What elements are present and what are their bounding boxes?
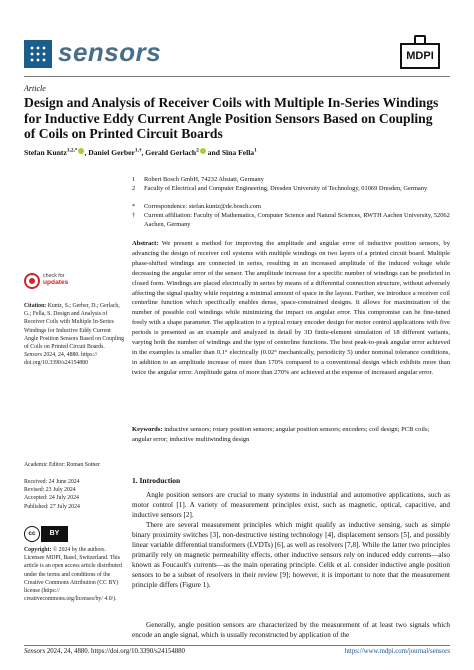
keywords-label: Keywords:	[132, 426, 163, 433]
intro-paragraph-2: There are several measurement principles which might qualify as inductive sensing, such as simple binary proximity switches [3], non-destructive testing technology [4], displacement sensors [5], and possibly linear variable differential transformers (LVDTs) [6], as well as resolvers [7,8]. While the latter two principles primarily rely on magnetic permeability effects, other inductive sensors rely on induced eddy currents—also known as Foucault's currents—as the main operating principle. Celik et al. consider inductive angle position sensors to be a subset of resolvers in their review [9]; however, it is important to note that the measurement principle differs (Figure 1).	[132, 521, 450, 589]
article-title: Design and Analysis of Receiver Coils with Multiple In-Series Windings for Inductive Eddy Current Angle Position Sensors Based on Coupling of Coils on Printed Circuit Boards	[24, 95, 439, 141]
check-updates-icon	[24, 273, 40, 289]
author-name[interactable]: Stefan Kuntz	[24, 148, 67, 157]
footer-citation: Sensors 2024, 24, 4880. https://doi.org/10.3390/s24154880	[24, 648, 185, 655]
citation-block: Citation: Kuntz, S.; Gerber, D.; Gerlach, G.; Fella, S. Design and Analysis of Receiver Coils with Multiple In-Series Windings for Inductive Eddy Current Angle Position Sensors Based on Coupling of Coils on Printed Circuit Boards. Sensors 2024, 24, 4880. https:// doi.org/10.3390/s24154880	[24, 303, 124, 367]
header-rule	[24, 76, 450, 77]
journal-logo-icon	[24, 40, 52, 68]
keywords-text: inductive sensors; rotary position sensors; angular position sensors; encoders; coil design; PCB coils; angular error; inductive multiwinding design	[132, 426, 430, 443]
orcid-icon[interactable]	[78, 148, 84, 154]
check-for-updates-badge[interactable]: check for updates	[24, 271, 74, 293]
dates-block: Received: 24 June 2024 Revised: 23 July 2024 Accepted: 24 July 2024 Published: 27 July 2024	[24, 479, 80, 510]
mdpi-logo[interactable]: MDPI	[400, 43, 440, 69]
author-name[interactable]: Gerald Gerlach	[145, 148, 197, 157]
academic-editor: Academic Editor: Roman Sotner	[24, 462, 100, 468]
journal-name[interactable]: sensors	[58, 37, 162, 67]
section-heading: 1. Introduction	[132, 476, 181, 485]
intro-paragraph-3: Generally, angle position sensors are characterized by the measurement of at least two signals which encode an angle signal, which is usually reconstructed by application of the	[132, 621, 450, 639]
abstract-label: Abstract:	[132, 240, 159, 247]
keywords	[132, 425, 450, 445]
intro-paragraph-1: Angle position sensors are crucial to many systems in industrial and automotive applications, such as motor control [1]. A variety of measurement principles exist, such as magnetic, optical, capacitive, and inductive sensors [2].	[132, 491, 450, 519]
footer-journal-link[interactable]: https://www.mdpi.com/journal/sensors	[344, 648, 450, 655]
abstract	[132, 239, 450, 378]
footer-rule	[24, 645, 450, 646]
cc-by-license-icon[interactable]: cc BY	[24, 526, 68, 542]
author-list: Stefan Kuntz$^{1,2,*}$ , Daniel Gerber$^{1,\dagger}$, Gerald Gerlach$^2$ and Sina Fella$^1$	[24, 147, 257, 157]
author-name[interactable]: Sina Fella	[221, 148, 255, 157]
article-type: Article	[24, 84, 46, 93]
orcid-icon[interactable]	[200, 148, 206, 154]
author-name[interactable]: Daniel Gerber	[88, 148, 135, 157]
abstract-text: We present a method for improving the amplitude and angular error of inductive position sensors, by advancing the design of receiver coil systems with multiple windings on two layers of a printed circuit board. Multiple phase-shifted windings are connected in series, resulting in an increased amplitude of the induced voltage while decreasing the angular error of the sensor. The amplitude increase for a specific number of windings can be predicted in closed form. Windings are placed electrically in series by means of a differential connection structure, without adversely affecting the signal quality while requiring a minimal amount of space in the layout. Further, we introduce a receiver coil centerline function which specifically enables dense, space-constrained designs. It allows for maximization of the number of possible coil windings while minimizing the impact on angular error. This compromise can be fine-tuned freely with a shape parameter. The application to a typical rotary encoder design for motor control applications with five periods is presented as an example and analyzed in detail by 3D finite-element simulation of 18 different variants, varying both the number of windings and the type of centerline functions. The best peak-to-peak angular error achieved in the examples is smaller than 0.1° electrically (0.02° mechanically, periodicity 5) under nominal tolerance conditions, in addition to an amplitude increase of more than 170% compared to a conventional design which exhibits more than twice the angular error. Amplitude gains of more than 270% are achieved at the expense of increased angular error.	[132, 240, 450, 376]
citation-doi[interactable]: 2024, 24, 4880. https:// doi.org/10.3390/s24154880	[24, 352, 98, 367]
copyright-block: Copyright: © 2024 by the authors. Licensee MDPI, Basel, Switzerland. This article is an open access article distributed under the terms and conditions of the Creative Commons Attribution (CC BY) license (https:// creativecommons.org/licenses/by/ 4.0/).	[24, 547, 122, 603]
